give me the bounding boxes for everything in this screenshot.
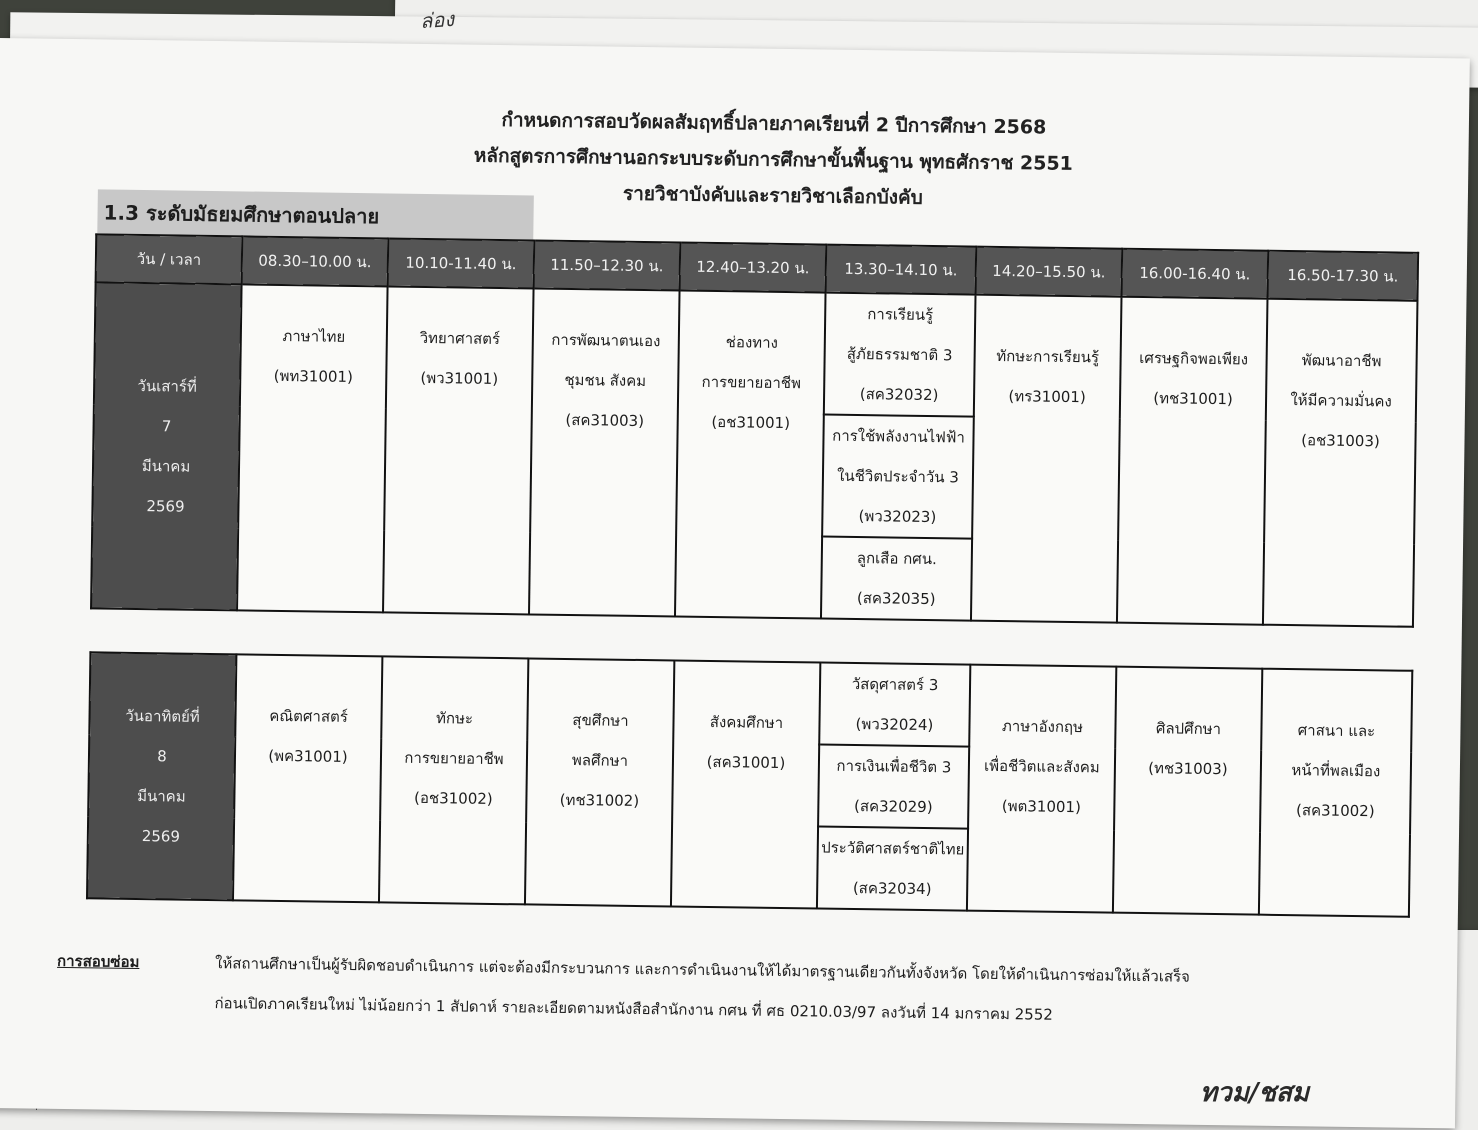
subject-name-2: ในชีวิตประจำวัน 3 bbox=[836, 466, 959, 487]
subject-cell bbox=[1113, 667, 1262, 915]
subject-name: คณิตศาสตร์ bbox=[269, 706, 348, 726]
section-heading: 1.3 ระดับมัธยมศึกษาตอนปลาย bbox=[97, 189, 534, 241]
header-slot-3: 11.50–12.30 น. bbox=[534, 240, 681, 290]
subject-cell bbox=[237, 284, 388, 612]
header-slot-7: 16.00-16.40 น. bbox=[1121, 249, 1268, 299]
subject-name: ทักษะ bbox=[435, 709, 474, 728]
subject-code: (พว31001) bbox=[420, 368, 499, 388]
day-year: 2569 bbox=[146, 497, 185, 516]
remedial-text-line-1: ให้สถานศึกษาเป็นผู้รับผิดชอบดำเนินการ แต่จะต้องมีกระบวนการ และการดำเนินงานให้ได้มาตรฐานเดียวกันทั้งจังหวัด โดยให้ดำเนินการซ่อมให้แล้วเสร็จ bbox=[214, 954, 1191, 986]
subject-name-2: หน้าที่พลเมือง bbox=[1291, 761, 1381, 781]
subject-code: (สค32032) bbox=[859, 385, 939, 405]
elective-cell-2 bbox=[818, 745, 969, 829]
subject-name: ทักษะการเรียนรู้ bbox=[996, 346, 1100, 367]
subject-cell bbox=[529, 288, 680, 616]
subject-code: (อช31001) bbox=[711, 412, 791, 433]
header-slot-5: 13.30–14.10 น. bbox=[826, 245, 977, 295]
subject-code: (ทช31002) bbox=[559, 790, 640, 810]
subject-code: (อช31002) bbox=[413, 788, 493, 808]
schedule-table-saturday bbox=[90, 233, 1419, 627]
handwritten-note-bottom: ทวม/ชสม bbox=[1200, 1078, 1310, 1108]
elective-cell-3 bbox=[821, 537, 972, 621]
subject-code: (สค32034) bbox=[852, 878, 932, 899]
subject-code: (สค31002) bbox=[1295, 801, 1375, 821]
subject-name: ประวัติศาสตร์ชาติไทย bbox=[821, 838, 965, 859]
subject-code: (ทช31003) bbox=[1148, 759, 1228, 779]
document-sheet bbox=[0, 38, 1470, 1128]
day-cell bbox=[91, 282, 242, 610]
subject-name: พัฒนาอาชีพ bbox=[1301, 351, 1382, 371]
subject-code: (พว32023) bbox=[858, 507, 937, 527]
subject-name: ภาษาอังกฤษ bbox=[1001, 717, 1084, 737]
elective-cell-2 bbox=[822, 415, 974, 539]
header-day-time: วัน / เวลา bbox=[96, 234, 243, 284]
subject-cell bbox=[967, 665, 1116, 913]
subject-cell bbox=[675, 291, 826, 619]
day-month: มีนาคม bbox=[137, 786, 186, 806]
subject-code: (สค31003) bbox=[565, 410, 645, 431]
subject-name-2: สู้ภัยธรรมชาติ 3 bbox=[846, 344, 953, 365]
remedial-label: การสอบซ่อม bbox=[56, 951, 140, 972]
subject-cell bbox=[1259, 669, 1412, 917]
subject-name: ช่องทาง bbox=[725, 333, 779, 352]
subject-name: เศรษฐกิจพอเพียง bbox=[1139, 348, 1249, 369]
subject-code: (พท31001) bbox=[273, 366, 354, 386]
subject-name: ศิลปศึกษา bbox=[1155, 719, 1222, 739]
day-cell bbox=[87, 652, 236, 900]
subject-cell bbox=[1263, 299, 1418, 627]
subject-name: การพัฒนาตนเอง bbox=[551, 330, 661, 351]
day-month: มีนาคม bbox=[141, 457, 191, 476]
header-slot-8: 16.50-17.30 น. bbox=[1267, 251, 1418, 301]
header-slot-6: 14.20–15.50 น. bbox=[976, 247, 1123, 297]
header-slot-4: 12.40–13.20 น. bbox=[680, 243, 827, 293]
subject-code: (สค31001) bbox=[706, 752, 786, 773]
handwritten-note-top: ล่อง bbox=[419, 6, 455, 34]
subject-name: สุขศึกษา bbox=[572, 711, 629, 730]
day-year: 2569 bbox=[141, 827, 181, 846]
subject-name-2: ชุมชน สังคม bbox=[564, 370, 647, 391]
subject-cell bbox=[383, 286, 534, 614]
title-line-3: รายวิชาบังคับและรายวิชาเลือกบังคับ bbox=[622, 182, 923, 209]
subject-name-2: การขยายอาชีพ bbox=[404, 748, 504, 769]
subject-name: การเงินเพื่อชีวิต 3 bbox=[836, 756, 952, 777]
schedule-table-sunday bbox=[86, 651, 1413, 917]
title-line-2: หลักสูตรการศึกษานอกระบบระดับการศึกษาขั้นพื้นฐาน พุทธศักราช 2551 bbox=[473, 144, 1074, 175]
header-slot-2: 10.10-11.40 น. bbox=[388, 238, 535, 288]
subject-name-2: เพื่อชีวิตและสังคม bbox=[983, 756, 1100, 777]
day-name: วันอาทิตย์ที่ bbox=[125, 706, 200, 726]
subject-cell bbox=[233, 654, 382, 902]
subject-name-2: พลศึกษา bbox=[571, 751, 629, 770]
elective-cell-1 bbox=[819, 663, 970, 747]
subject-name: ศาสนา และ bbox=[1297, 721, 1376, 741]
remedial-note bbox=[56, 941, 1437, 1024]
subject-code: (สค32029) bbox=[853, 797, 933, 817]
subject-code: (อช31003) bbox=[1301, 431, 1380, 451]
subject-name: การใช้พลังงานไฟฟ้า bbox=[832, 426, 965, 447]
subject-cell bbox=[525, 658, 674, 906]
subject-name: ภาษาไทย bbox=[282, 326, 346, 346]
subject-cell bbox=[971, 295, 1122, 623]
subject-cell bbox=[379, 656, 528, 904]
subject-name: การเรียนรู้ bbox=[867, 305, 934, 325]
subject-code: (พว32024) bbox=[855, 715, 934, 735]
elective-cell-1 bbox=[824, 293, 976, 417]
subject-name: วัสดุศาสตร์ 3 bbox=[851, 674, 939, 695]
title-line-1: กำหนดการสอบวัดผลสัมฤทธิ์ปลายภาคเรียนที่ 2 ปีการศึกษา 2568 bbox=[501, 109, 1047, 139]
subject-name: วิทยาศาสตร์ bbox=[419, 328, 501, 349]
subject-code: (ทช31001) bbox=[1153, 389, 1233, 409]
elective-cell-3 bbox=[817, 826, 968, 910]
subject-code: (พต31001) bbox=[1001, 797, 1082, 817]
subject-name-2: ให้มีความมั่นคง bbox=[1290, 391, 1392, 411]
subject-name: สังคมศึกษา bbox=[709, 712, 784, 733]
subject-code: (ทร31001) bbox=[1008, 387, 1086, 407]
day-date: 8 bbox=[157, 747, 167, 766]
subject-name-2: การขยายอาชีพ bbox=[701, 372, 802, 393]
schedule-row-day-1 bbox=[94, 282, 1418, 422]
day-name: วันเสาร์ที่ bbox=[137, 376, 197, 396]
day-date: 7 bbox=[161, 417, 172, 436]
subject-code: (สค32035) bbox=[856, 589, 936, 609]
header-slot-1: 08.30–10.00 น. bbox=[242, 236, 389, 286]
subject-cell bbox=[1117, 297, 1268, 625]
remedial-text-line-2: ก่อนเปิดภาคเรียนใหม่ ไม่น้อยกว่า 1 สัปดาห์ รายละเอียดตามหนังสือสำนักงาน กศน ที่ ศธ 0210.03/97 ลงวันที่ 14 มกราคม 2552 bbox=[214, 994, 1053, 1024]
schedule-row-day-2 bbox=[89, 652, 1412, 752]
subject-name: ลูกเสือ กศน. bbox=[856, 549, 937, 569]
subject-cell bbox=[671, 660, 820, 908]
subject-code: (พค31001) bbox=[268, 746, 348, 766]
